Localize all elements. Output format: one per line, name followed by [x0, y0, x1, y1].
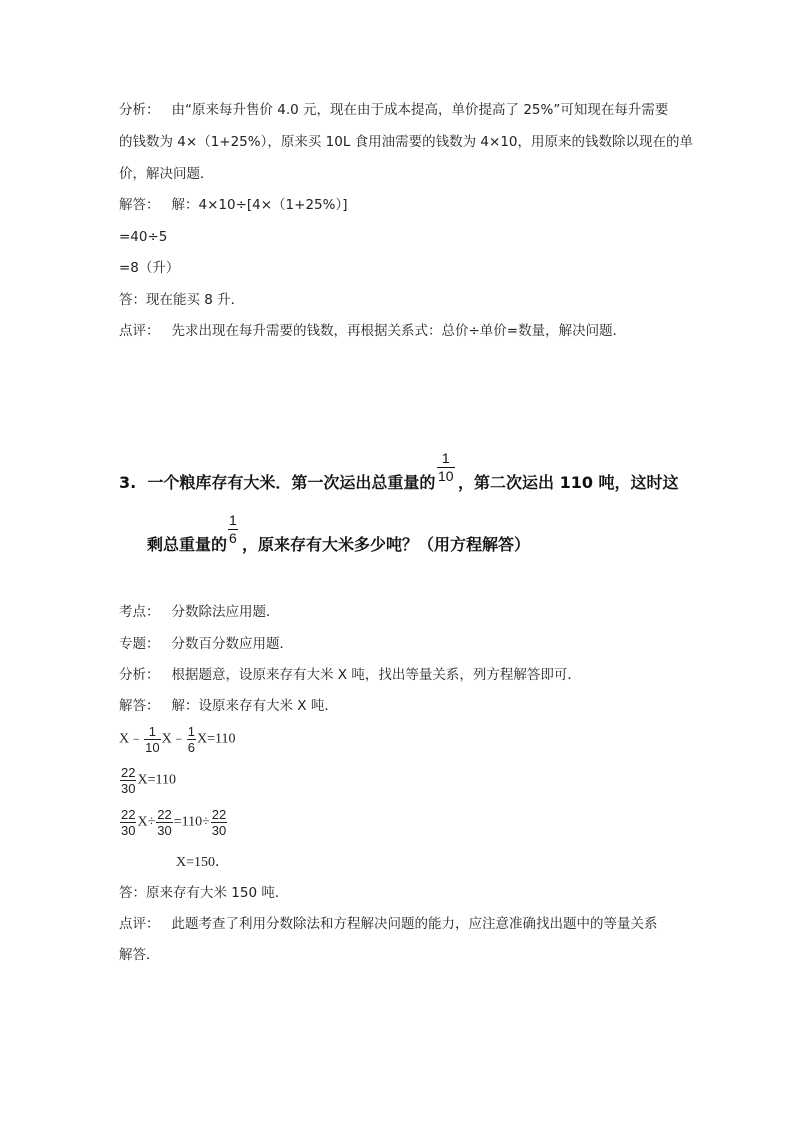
solution-label: 解答：	[119, 197, 160, 213]
analysis-line-1	[119, 100, 668, 120]
comment2-text-1: 此题考查了利用分数除法和方程解决问题的能力，应注意准确找出题中的等量关系	[171, 916, 658, 932]
fraction-denominator: 10	[145, 740, 160, 755]
fraction-denominator: 30	[121, 823, 136, 838]
solution-step-2: =40÷5	[119, 229, 168, 245]
comment2-text-2: 解答．	[119, 947, 160, 963]
eq-fraction	[120, 765, 136, 796]
question-text-1b: ，第二次运出 110 吨，这时这	[458, 473, 679, 492]
equation-3	[119, 807, 228, 838]
fraction-numerator: 1	[144, 724, 160, 740]
eq-fraction	[156, 807, 172, 838]
knowledge-point-text: 分数除法应用题．	[171, 604, 280, 620]
knowledge-point-line	[119, 602, 280, 622]
knowledge-point-label: 考点：	[119, 604, 160, 620]
fraction-denominator: 10	[438, 468, 454, 484]
eq-term: X=110	[196, 731, 236, 747]
topic-text: 分数百分数应用题．	[171, 636, 293, 652]
fraction-numerator: 1	[437, 450, 455, 468]
eq-term: X÷	[137, 814, 156, 830]
equation-4: X=150．	[176, 855, 230, 870]
analysis2-text: 根据题意，设原来存有大米 X 吨，找出等量关系，列方程解答即可．	[171, 667, 581, 683]
analysis-text-1: 由“原来每升售价 4.0 元，现在由于成本提高，单价提高了 25%”可知现在每升需要	[171, 102, 669, 118]
solution2-text: 解：设原来存有大米 X 吨．	[171, 698, 338, 714]
comment-text: 先求出现在每升需要的钱数，再根据关系式：总价÷单价=数量，解决问题．	[171, 323, 627, 339]
fraction-numerator: 1	[229, 512, 237, 528]
question-fraction-1	[437, 450, 455, 485]
solution-line-1	[119, 195, 347, 215]
analysis-label: 分析：	[119, 102, 160, 118]
fraction-denominator: 6	[229, 530, 237, 546]
question-text-2b: ，原来存有大米多少吨？（用方程解答）	[242, 535, 531, 554]
fraction-denominator: 30	[121, 781, 136, 796]
fraction-denominator: 6	[187, 740, 195, 755]
comment2-line-1	[119, 914, 658, 934]
analysis2-label: 分析：	[119, 667, 160, 683]
question-fraction-2	[228, 512, 238, 547]
topic-label: 专题：	[119, 636, 160, 652]
analysis-text-2: 的钱数为 4×（1+25%），原来买 10L 食用油需要的钱数为 4×10，用原来的钱数除以现在的单	[119, 134, 693, 150]
question-number: 3.	[119, 473, 137, 492]
eq-term: X﹣	[119, 731, 144, 747]
comment-line-1	[119, 321, 626, 341]
question-text-2a: 剩总重量的	[147, 535, 228, 554]
fraction-numerator: 1	[187, 724, 195, 739]
fraction-numerator: 22	[121, 765, 136, 780]
eq-term: =110÷	[173, 814, 210, 830]
equation-2	[119, 765, 176, 796]
solution-step-3: =8（升）	[119, 260, 180, 276]
topic-line	[119, 634, 293, 654]
eq-fraction	[211, 807, 227, 838]
eq-term: X﹣	[161, 731, 186, 747]
fraction-numerator: 22	[211, 807, 227, 822]
equation-1	[119, 724, 235, 755]
comment2-label: 点评：	[119, 916, 160, 932]
fraction-denominator: 30	[157, 823, 172, 838]
analysis-text-3: 价，解决问题．	[119, 166, 214, 182]
fraction-numerator: 22	[121, 807, 136, 822]
solution2-label: 解答：	[119, 698, 160, 714]
fraction-denominator: 30	[211, 823, 227, 838]
question-text-1a: 一个粮库存有大米．第一次运出总重量的	[147, 473, 436, 492]
question-3-line-1	[119, 470, 435, 493]
answer-2: 答：原来存有大米 150 吨．	[119, 885, 289, 901]
fraction-numerator: 22	[157, 807, 172, 822]
solution-text: 解：4×10÷[4×（1+25%）]	[171, 197, 348, 213]
eq-fraction	[187, 724, 196, 755]
eq-fraction	[144, 724, 160, 755]
eq-fraction	[120, 807, 136, 838]
analysis2-line	[119, 665, 581, 685]
comment-label: 点评：	[119, 323, 160, 339]
eq-term: X=110	[137, 772, 176, 788]
solution2-line	[119, 696, 338, 716]
answer-1: 答：现在能买 8 升．	[119, 292, 245, 308]
